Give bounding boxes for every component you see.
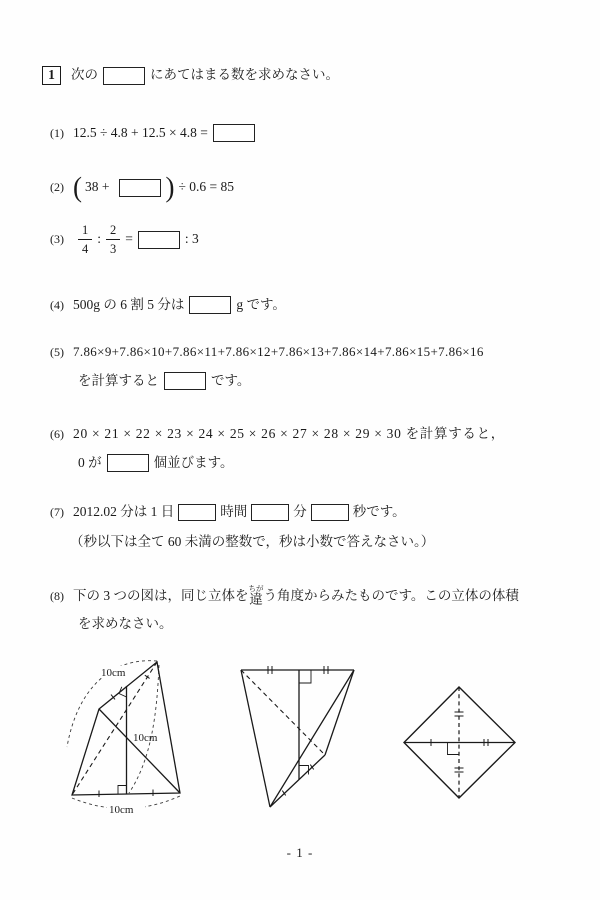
- problem-7-unit-seconds: 秒です。: [352, 504, 406, 520]
- figure-1-solid-view-front: [55, 645, 210, 830]
- problem-2-answer-box: [119, 179, 161, 197]
- question-1-header: [42, 66, 339, 85]
- problem-3: [50, 224, 199, 255]
- furigana-base-kanji: 違: [248, 592, 264, 607]
- fig1-dimension-label-base: 10cm: [109, 804, 134, 816]
- figure-3-solid-view-top: [390, 678, 530, 803]
- problem-8-text-before-ruby: 下の 3 つの図は，同じ立体を: [73, 588, 249, 603]
- fraction-1-numerator: 1: [78, 224, 92, 240]
- problem-1: [50, 124, 260, 142]
- fig3-right-angle-mark: [448, 743, 460, 755]
- problem-4-before-box: 500g の 6 割 5 分は: [73, 296, 185, 312]
- problem-6-line2-before: 0 が: [78, 454, 102, 470]
- fig2-right-angle-marks: [299, 670, 311, 775]
- problem-6-expression: 20 × 21 × 22 × 23 × 24 × 25 × 26 × 27 × 28 × 29 × 30 を計算すると，: [73, 426, 506, 441]
- fig1-dimension-label-height: 10cm: [133, 732, 158, 744]
- figure-2-solid-view-side: [225, 652, 370, 819]
- problem-1-expression: 12.5 ÷ 4.8 + 12.5 × 4.8 =: [73, 124, 208, 140]
- fig1-right-angle-marks: [118, 687, 127, 794]
- fig1-solid-edges: [72, 662, 180, 795]
- problem-6-label: (6): [50, 426, 64, 441]
- problem-8-label: (8): [50, 588, 64, 603]
- problem-5-line-1: [50, 344, 484, 360]
- problem-7-before-box1: 2012.02 分は 1 日: [73, 504, 175, 520]
- fig1-dimension-label-top-edge: 10cm: [101, 667, 126, 679]
- problem-7-answer-box-minutes: [251, 504, 289, 521]
- problem-8-line-1: [50, 584, 519, 609]
- problem-1-answer-box: [213, 124, 255, 142]
- problem-3-answer-box: [138, 231, 180, 249]
- problem-7-unit-hours: 時間: [220, 504, 248, 520]
- problem-5-label: (5): [50, 344, 64, 359]
- problem-6-line-1: [50, 426, 505, 443]
- problem-4: [50, 296, 286, 314]
- problem-6-line2-after: 個並びます。: [153, 454, 234, 470]
- problem-8-line-2: [78, 616, 173, 633]
- fig2-solid-edges: [241, 670, 354, 807]
- problem-7-answer-box-seconds: [311, 504, 349, 521]
- problem-5-line2-after: です。: [211, 372, 251, 388]
- fig1-hidden-edge: [72, 662, 157, 795]
- problem-8-text-after-ruby: う角度からみたものです。この立体の体積: [263, 588, 519, 603]
- header-example-box: [103, 67, 145, 85]
- problem-7-note: [70, 534, 434, 551]
- problem-4-after-box: g です。: [236, 296, 286, 312]
- fraction-1-denominator: 4: [82, 241, 89, 256]
- fraction-2-denominator: 3: [110, 241, 117, 256]
- problem-7-label: (7): [50, 505, 64, 519]
- problem-2-label: (2): [50, 180, 64, 194]
- problem-2-open-paren: (: [73, 171, 82, 203]
- header-text-after: にあてはまる数を求めなさい。: [150, 67, 339, 83]
- problem-5-line-2: [78, 372, 250, 390]
- problem-3-colon: :: [97, 231, 102, 247]
- problem-2: [50, 171, 235, 203]
- problem-1-label: (1): [50, 125, 64, 140]
- problem-8-furigana-word: [249, 584, 264, 609]
- problem-3-fraction-1: [78, 224, 92, 255]
- problem-3-equals: =: [125, 231, 133, 247]
- problem-3-label: (3): [50, 232, 64, 246]
- header-text-before: 次の: [71, 67, 98, 83]
- problem-2-close-paren: ): [165, 171, 175, 203]
- problem-4-label: (4): [50, 297, 64, 312]
- furigana-reading: ちが: [248, 584, 264, 593]
- problem-5-answer-box: [164, 372, 206, 390]
- problem-6-line-2: [78, 454, 234, 472]
- problem-4-answer-box: [189, 296, 231, 314]
- fig2-hidden-edge: [241, 670, 325, 755]
- problem-7-note-text: （秒以下は全て 60 未満の整数で，秒は小数で答えなさい。）: [70, 534, 435, 549]
- problem-5-line2-before: を計算すると: [78, 372, 159, 388]
- question-number-box: 1: [42, 66, 61, 85]
- problem-3-after-box: : 3: [184, 231, 199, 247]
- fig2-tick-marks: [268, 666, 328, 795]
- problem-6-answer-box: [107, 454, 149, 472]
- problem-5-expression: 7.86×9+7.86×10+7.86×11+7.86×12+7.86×13+7.86×14+7.86×15+7.86×16: [73, 344, 484, 359]
- problem-7-unit-minutes: 分: [293, 504, 307, 520]
- problem-2-after-box: ÷ 0.6 = 85: [178, 179, 235, 195]
- page-number: - 1 -: [286, 845, 314, 860]
- problem-2-before-box: 38 +: [85, 179, 110, 195]
- problem-7-line-1: [50, 504, 406, 521]
- problem-8-line2-text: を求めなさい。: [78, 616, 173, 631]
- fraction-2-numerator: 2: [106, 224, 120, 240]
- problem-7-answer-box-hours: [178, 504, 216, 521]
- problem-3-fraction-2: [106, 224, 120, 255]
